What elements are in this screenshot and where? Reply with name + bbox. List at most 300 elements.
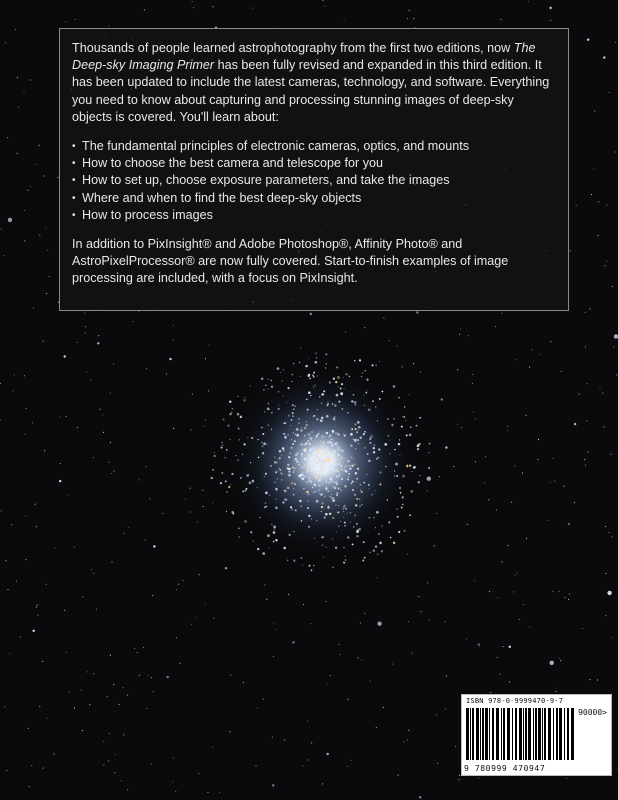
star <box>408 394 409 395</box>
star <box>509 646 511 648</box>
cluster-star <box>328 482 330 484</box>
star <box>212 747 213 748</box>
star <box>300 347 301 348</box>
cluster-star <box>242 490 244 492</box>
cluster-star <box>290 425 291 426</box>
cluster-star <box>280 472 282 474</box>
cluster-star <box>249 482 252 485</box>
cluster-star <box>275 488 278 491</box>
cluster-star <box>286 402 287 403</box>
star <box>257 708 258 709</box>
star <box>178 584 179 585</box>
barcode-bar <box>519 708 522 760</box>
cluster-star <box>229 413 231 415</box>
cluster-star <box>381 525 383 527</box>
cluster-star <box>274 457 275 458</box>
cluster-star <box>332 451 333 452</box>
star <box>376 727 377 728</box>
star <box>59 416 60 417</box>
cluster-star <box>291 439 292 440</box>
cluster-star <box>282 447 285 450</box>
cluster-star <box>317 459 318 460</box>
cluster-star <box>306 491 309 494</box>
cluster-star <box>326 432 329 435</box>
barcode-bar <box>548 708 551 760</box>
cluster-star <box>329 381 331 383</box>
price-code: 90000> <box>578 708 607 717</box>
star <box>300 376 301 377</box>
cluster-star <box>361 491 363 493</box>
cluster-star <box>288 456 290 458</box>
cluster-star <box>340 449 342 451</box>
cluster-star <box>279 457 281 459</box>
star <box>614 334 618 338</box>
cluster-star <box>304 458 306 460</box>
cluster-star <box>320 440 321 441</box>
cluster-star <box>317 466 318 467</box>
cluster-star <box>396 475 398 477</box>
cluster-star <box>350 512 351 513</box>
star <box>358 443 359 444</box>
cluster-star <box>265 502 267 504</box>
cluster-star <box>279 450 282 453</box>
cluster-star <box>267 534 270 537</box>
cluster-star <box>333 377 335 379</box>
cluster-star <box>333 486 334 487</box>
cluster-star <box>318 484 320 486</box>
star <box>86 372 87 373</box>
star <box>1 229 2 230</box>
cluster-star <box>308 391 311 394</box>
cluster-star <box>223 419 225 421</box>
star <box>107 696 108 697</box>
star <box>554 481 555 482</box>
cluster-star <box>379 471 381 473</box>
cluster-star <box>250 462 251 463</box>
star <box>63 355 65 357</box>
cluster-star <box>399 487 401 489</box>
star <box>615 42 616 43</box>
cluster-star <box>336 483 338 485</box>
star <box>402 366 403 367</box>
cluster-star <box>373 447 375 449</box>
cluster-star <box>319 465 320 466</box>
star <box>46 293 47 294</box>
star <box>507 426 508 427</box>
cluster-star <box>341 383 343 385</box>
back-cover-blurb <box>59 28 569 311</box>
star <box>138 311 139 312</box>
star <box>613 346 614 347</box>
cluster-star <box>316 520 317 521</box>
cluster-star <box>317 433 319 435</box>
cluster-star <box>359 498 361 500</box>
star <box>436 714 437 715</box>
star <box>569 594 570 595</box>
star <box>479 646 480 647</box>
star <box>191 624 192 625</box>
cluster-star <box>220 482 222 484</box>
cluster-star <box>261 442 263 444</box>
star <box>489 591 490 592</box>
star <box>272 737 273 738</box>
star <box>243 682 244 683</box>
star <box>605 573 606 574</box>
cluster-star <box>410 490 413 493</box>
star <box>204 426 205 427</box>
cluster-star <box>288 534 291 537</box>
cluster-star <box>238 428 240 430</box>
star <box>167 676 169 678</box>
star <box>568 599 569 600</box>
cluster-star <box>303 474 305 476</box>
star <box>307 720 308 721</box>
cluster-star <box>327 506 329 508</box>
star <box>146 708 147 709</box>
cluster-star <box>356 530 359 533</box>
barcode-bar <box>472 708 474 760</box>
star <box>507 430 508 431</box>
cluster-star <box>368 517 370 519</box>
cluster-star <box>312 452 314 454</box>
cluster-star <box>302 478 305 481</box>
cluster-star <box>394 470 395 471</box>
isbn-label: ISBN 978-0-9999470-9-7 <box>466 697 564 705</box>
cluster-star <box>369 442 371 444</box>
cluster-star <box>368 488 369 489</box>
star <box>202 490 203 491</box>
cluster-star <box>332 567 333 568</box>
cluster-star <box>393 385 396 388</box>
cluster-star <box>238 528 239 529</box>
star <box>416 311 418 313</box>
cluster-star <box>320 419 323 422</box>
star <box>302 766 303 767</box>
star <box>197 522 198 523</box>
star <box>28 728 29 729</box>
cluster-star <box>309 457 311 459</box>
cluster-star <box>342 408 344 410</box>
cluster-star <box>341 468 343 470</box>
star <box>574 502 575 503</box>
cluster-star <box>403 416 405 418</box>
cluster-star <box>367 453 369 455</box>
cluster-star <box>333 455 334 456</box>
star <box>566 778 567 779</box>
cluster-star <box>287 487 290 490</box>
star <box>113 684 114 685</box>
star <box>360 622 361 623</box>
cluster-star <box>315 352 317 354</box>
star <box>15 29 16 30</box>
cluster-star <box>347 478 349 480</box>
cluster-star <box>313 372 315 374</box>
cluster-star <box>298 422 300 424</box>
cluster-star <box>364 431 366 433</box>
cluster-star <box>337 376 340 379</box>
star <box>445 446 447 448</box>
cluster-star <box>316 357 317 358</box>
cluster-star <box>309 443 312 446</box>
star <box>103 741 104 742</box>
star <box>146 466 147 467</box>
cluster-star <box>308 374 310 376</box>
star <box>604 426 605 427</box>
cluster-star <box>308 464 310 466</box>
star <box>611 536 612 537</box>
star <box>127 789 128 790</box>
cluster-star <box>376 511 379 514</box>
star <box>26 408 27 409</box>
cluster-star <box>271 412 272 413</box>
cluster-star <box>345 559 347 561</box>
cluster-star <box>324 463 326 465</box>
star <box>66 652 67 653</box>
star <box>39 145 40 146</box>
star <box>475 418 476 419</box>
cluster-star <box>406 434 408 436</box>
cluster-star <box>301 455 303 457</box>
cluster-star <box>293 432 294 433</box>
star <box>54 547 55 548</box>
cluster-star <box>357 421 360 424</box>
cluster-star <box>271 429 272 430</box>
star <box>310 623 311 624</box>
cluster-star <box>357 439 359 441</box>
star <box>339 654 340 655</box>
cluster-star <box>293 560 295 562</box>
star <box>176 637 177 638</box>
star <box>495 326 496 327</box>
cluster-star <box>315 476 318 479</box>
cluster-star <box>268 403 270 405</box>
cluster-star <box>352 438 354 440</box>
cluster-star <box>354 463 356 465</box>
star <box>348 699 349 700</box>
cluster-star <box>329 513 331 515</box>
cluster-star <box>261 378 263 380</box>
cluster-star <box>330 451 333 454</box>
star <box>427 490 428 491</box>
cluster-star <box>356 535 358 537</box>
star <box>80 689 81 690</box>
cluster-star <box>365 392 367 394</box>
cluster-star <box>224 457 226 459</box>
star <box>284 740 285 741</box>
cluster-star <box>390 537 392 539</box>
star <box>606 205 607 206</box>
cluster-star <box>320 456 322 458</box>
star <box>42 661 43 662</box>
star <box>338 644 339 645</box>
cluster-star <box>334 464 336 466</box>
cluster-star <box>273 541 275 543</box>
cluster-star <box>275 506 278 509</box>
star <box>147 675 148 676</box>
star <box>413 363 414 364</box>
cluster-star <box>311 518 312 519</box>
cluster-star <box>350 433 353 436</box>
star <box>321 511 322 512</box>
star <box>33 630 35 632</box>
star <box>526 415 527 416</box>
star <box>407 740 408 741</box>
cluster-star <box>358 426 361 429</box>
star <box>110 655 111 656</box>
barcode-bar <box>535 708 537 760</box>
star <box>288 594 289 595</box>
cluster-star <box>314 456 316 458</box>
star <box>97 342 99 344</box>
star <box>85 326 86 327</box>
cluster-star <box>340 489 341 490</box>
barcode-bar <box>512 708 513 760</box>
cluster-star <box>356 478 358 480</box>
cluster-star <box>296 428 299 431</box>
cluster-star <box>301 557 303 559</box>
star <box>39 235 40 236</box>
star <box>283 369 284 370</box>
cluster-star <box>336 442 337 443</box>
cluster-star <box>317 458 318 459</box>
cluster-star <box>282 380 283 381</box>
cluster-star <box>264 476 266 478</box>
star <box>605 615 606 616</box>
cluster-star <box>355 504 357 506</box>
cluster-star <box>326 456 329 459</box>
cluster-star <box>343 547 344 548</box>
star <box>538 439 539 440</box>
cluster-star <box>261 427 262 428</box>
cluster-star <box>379 398 381 400</box>
cluster-star <box>310 395 312 397</box>
star <box>144 9 145 10</box>
cluster-star <box>343 377 344 378</box>
star <box>98 335 99 336</box>
cluster-star <box>399 439 400 440</box>
star <box>330 675 331 676</box>
star <box>529 367 530 368</box>
barcode-bar <box>507 708 510 760</box>
cluster-star <box>378 448 380 450</box>
cluster-star <box>332 538 333 539</box>
star <box>472 383 473 384</box>
star <box>377 622 381 626</box>
star <box>306 421 307 422</box>
star <box>590 679 591 680</box>
star <box>466 639 467 640</box>
cluster-star <box>292 415 293 416</box>
cluster-star <box>336 475 337 476</box>
star <box>327 753 329 755</box>
cluster-star <box>397 516 399 518</box>
star <box>532 349 533 350</box>
cluster-star <box>321 417 324 420</box>
star <box>439 476 440 477</box>
star <box>176 589 177 590</box>
cluster-star <box>401 426 403 428</box>
star <box>420 371 421 372</box>
star <box>166 373 167 374</box>
cluster-star <box>353 458 354 459</box>
star <box>446 676 447 677</box>
cluster-star <box>364 557 366 559</box>
cluster-star <box>293 471 295 473</box>
star <box>5 560 6 561</box>
cluster-star <box>308 450 310 452</box>
star <box>108 462 109 463</box>
cluster-star <box>293 488 294 489</box>
cluster-star <box>353 394 355 396</box>
cluster-star <box>301 444 303 446</box>
star <box>611 454 612 455</box>
cluster-star <box>335 482 336 483</box>
cluster-star <box>329 441 332 444</box>
star <box>18 107 19 108</box>
cluster-star <box>404 530 406 532</box>
cluster-star <box>322 471 324 473</box>
cluster-star <box>262 433 264 435</box>
cluster-star <box>324 473 326 475</box>
star <box>552 458 553 459</box>
star <box>17 153 18 154</box>
cluster-star <box>275 499 276 500</box>
barcode-bar <box>542 708 543 760</box>
star <box>427 477 431 481</box>
cluster-star <box>354 404 356 406</box>
cluster-star <box>309 437 310 438</box>
star <box>307 759 308 760</box>
star <box>322 783 323 784</box>
cluster-star <box>307 468 309 470</box>
cluster-star <box>409 434 412 437</box>
cluster-star <box>240 477 242 479</box>
star <box>74 546 75 547</box>
cluster-star <box>416 425 418 427</box>
cluster-star <box>325 459 328 462</box>
cluster-star <box>292 466 294 468</box>
cluster-star <box>312 457 313 458</box>
star <box>134 648 135 649</box>
cluster-star <box>308 515 310 517</box>
star <box>574 423 576 425</box>
cluster-star <box>332 497 335 500</box>
cluster-star <box>343 433 344 434</box>
cluster-star <box>300 477 301 478</box>
cluster-star <box>320 450 322 452</box>
star <box>273 623 274 624</box>
barcode-bar <box>492 708 494 760</box>
cluster-star <box>336 492 338 494</box>
cluster-star <box>393 542 395 544</box>
cluster-star <box>353 526 354 527</box>
cluster-star <box>263 442 265 444</box>
star <box>128 527 129 528</box>
star <box>559 658 560 659</box>
barcode-bar <box>466 708 469 760</box>
star <box>345 331 346 332</box>
cluster-star <box>307 501 308 502</box>
cluster-star <box>338 505 339 506</box>
star <box>343 517 344 518</box>
cluster-star <box>321 393 323 395</box>
star <box>568 523 570 525</box>
cluster-star <box>362 372 364 374</box>
star <box>460 328 461 329</box>
star <box>90 380 91 381</box>
star <box>0 383 1 384</box>
star <box>369 681 370 682</box>
